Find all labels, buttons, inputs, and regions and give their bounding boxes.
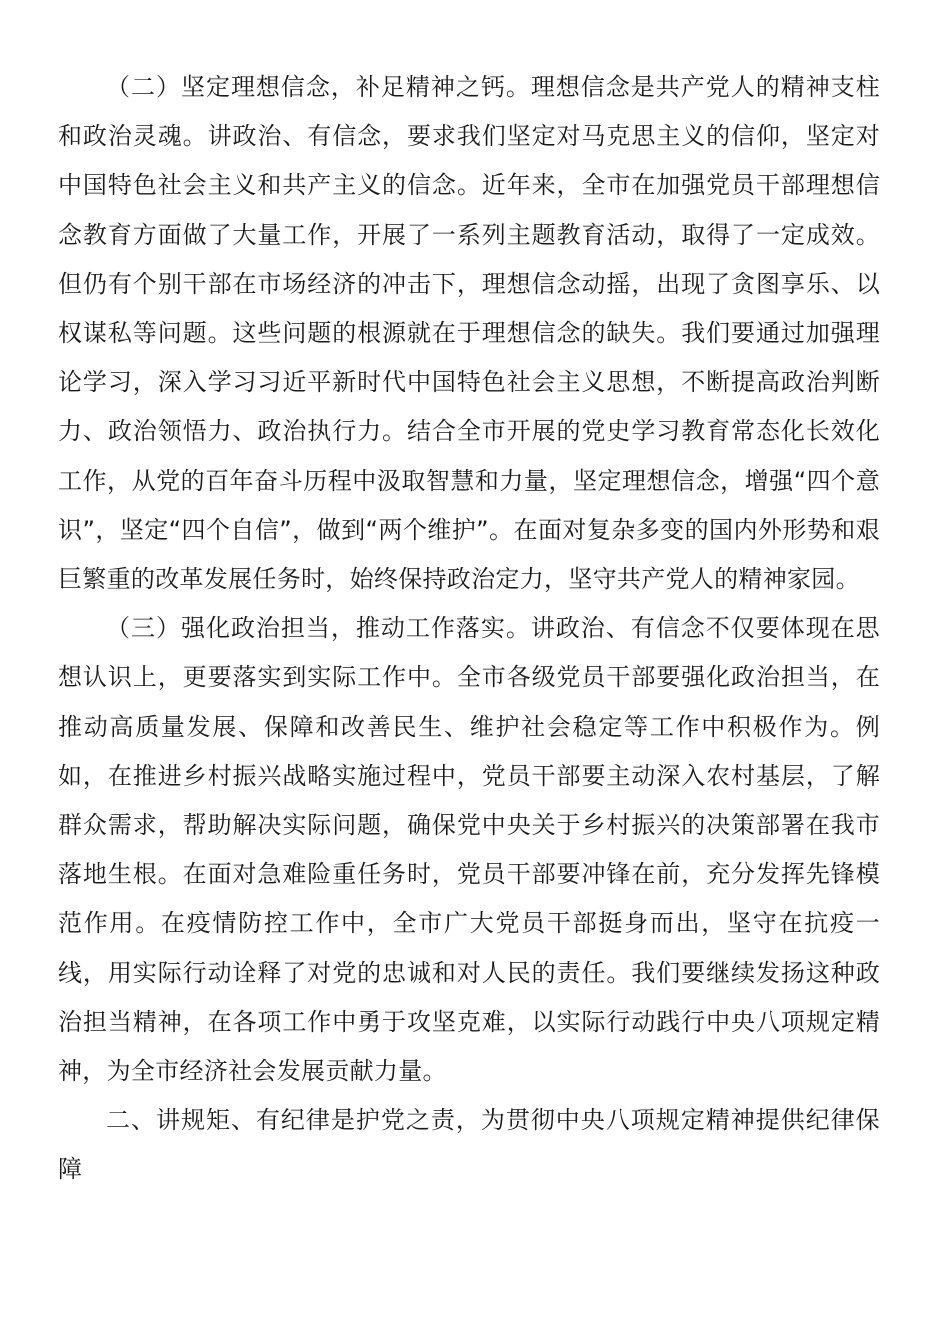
document-body (58, 63, 880, 1195)
paragraph-political-responsibility: （三）强化政治担当，推动工作落实。讲政治、有信念不仅要体现在思想认识上，更要落实到实际工作中。全市各级党员干部要强化政治担当，在推动高质量发展、保障和改善民生、维护社会稳定等工作中积极作为。例如，在推进乡村振兴战略实施过程中，党员干部要主动深入农村基层，了解群众需求，帮助解决实际问题，确保党中央关于乡村振兴的决策部署在我市落地生根。在面对急难险重任务时，党员干部要冲锋在前，充分发挥先锋模范作用。在疫情防控工作中，全市广大党员干部挺身而出，坚守在抗疫一线，用实际行动诠释了对党的忠诚和对人民的责任。我们要继续发扬这种政治担当精神，在各项工作中勇于攻坚克难，以实际行动践行中央八项规定精神，为全市经济社会发展贡献力量。 (58, 614, 880, 1086)
paragraph-ideals-beliefs: （二）坚定理想信念，补足精神之钙。理想信念是共产党人的精神支柱和政治灵魂。讲政治、有信念，要求我们坚定对马克思主义的信仰，坚定对中国特色社会主义和共产主义的信念。近年来，全市在加强党员干部理想信念教育方面做了大量工作，开展了一系列主题教育活动，取得了一定成效。但仍有个别干部在市场经济的冲击下，理想信念动摇，出现了贪图享乐、以权谋私等问题。这些问题的根源就在于理想信念的缺失。我们要通过加强理论学习，深入学习习近平新时代中国特色社会主义思想，不断提高政治判断力、政治领悟力、政治执行力。结合全市开展的党史学习教育常态化长效化工作，从党的百年奋斗历程中汲取智慧和力量，坚定理想信念，增强“四个意识”，坚定“四个自信”，做到“两个维护”。在面对复杂多变的国内外形势和艰巨繁重的改革发展任务时，始终保持政治定力，坚守共产党人的精神家园。 (58, 73, 880, 594)
section-heading-discipline: 二、讲规矩、有纪律是护党之责，为贯彻中央八项规定精神提供纪律保障 (58, 1106, 880, 1184)
